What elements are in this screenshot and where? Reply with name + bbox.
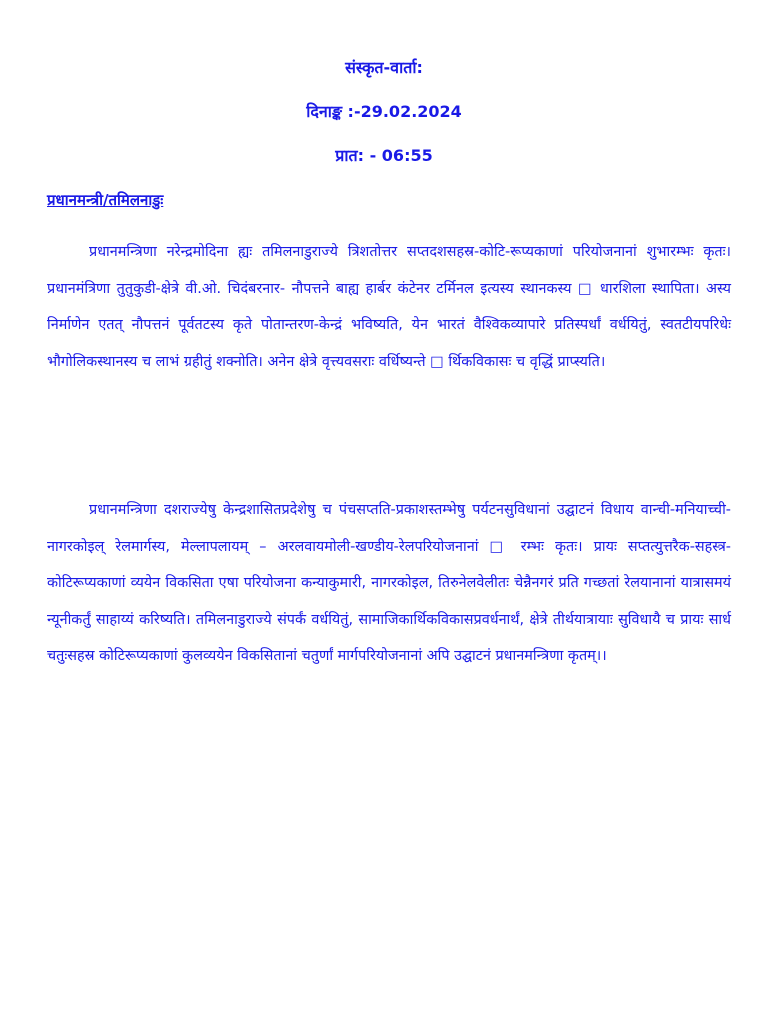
time-line: प्रात: - 06:55: [335, 146, 433, 165]
paragraph-1: प्रधानमन्त्रिणा नरेन्द्रमोदिना ह्यः तमिलनाडुराज्ये त्रिशतोत्तर सप्तदशसहस्र-कोटि-रूप्यकाणां परियोजनानां शुभारम्भः कृतः। प्रधानमंत्रिणा तुतुकुडी-क्षेत्रे वी.ओ. चिदंबरनार- नौपत्तने बाह्य हार्बर कंटेनर टर्मिनल इत्यस्य स्थानकस्य □ धारशिला स्थापिता। अस्य निर्माणेन एतत् नौपत्तनं पूर्वतटस्य कृते पोतान्तरण-केन्द्रं भविष्यति, येन भारतं वैश्विकव्यापारे प्रतिस्पर्धां वर्धयितुं, स्वतटीयपरिधेः भौगोलिकस्थानस्य च लाभं ग्रहीतुं शक्नोति। अनेन क्षेत्रे वृत्त्यवसराः वर्धिष्यन्ते □ र्थिकविकासः च वृद्धिं प्राप्स्यति।: [47, 244, 731, 370]
document-title: संस्कृत-वार्ता:: [345, 58, 423, 77]
section-heading: प्रधानमन्त्री/तमिलनाडुः: [47, 191, 164, 209]
paragraph-2: प्रधानमन्त्रिणा दशराज्येषु केन्द्रशासितप्रदेशेषु च पंचसप्तति-प्रकाशस्तम्भेषु पर्यटनसुविधानां उद्घाटनं विधाय वान्ची-मनियाच्ची-नागरकोइल् रेलमार्गस्य, मेल्लापलायम् – अरलवायमोली-खण्डीय-रेलपरियोजनानां □ रम्भः कृतः। प्रायः सप्तत्युत्तरैक-सहस्त्र- कोटिरूप्यकाणां व्ययेन विकसिता एषा परियोजना कन्याकुमारी, नागरकोइल, तिरुनेलवेलीतः चेन्नैनगरं प्रति गच्छतां रेलयानानां यात्रासमयं न्यूनीकर्तुं साहाय्यं करिष्यति। तमिलनाडुराज्ये संपर्कं वर्धयितुं, सामाजिकार्थिकविकासप्रवर्धनार्थं, क्षेत्रे तीर्थयात्रायाः सुविधायै च प्रायः सार्ध चतुःसहस्र कोटिरूप्यकाणां कुलव्ययेन विकसितानां चतुर्णां मार्गपरियोजनानां अपि उद्घाटनं प्रधानमन्त्रिणा कृतम्।।: [47, 502, 731, 665]
date-line: दिनाङ्क :-29.02.2024: [306, 102, 462, 121]
